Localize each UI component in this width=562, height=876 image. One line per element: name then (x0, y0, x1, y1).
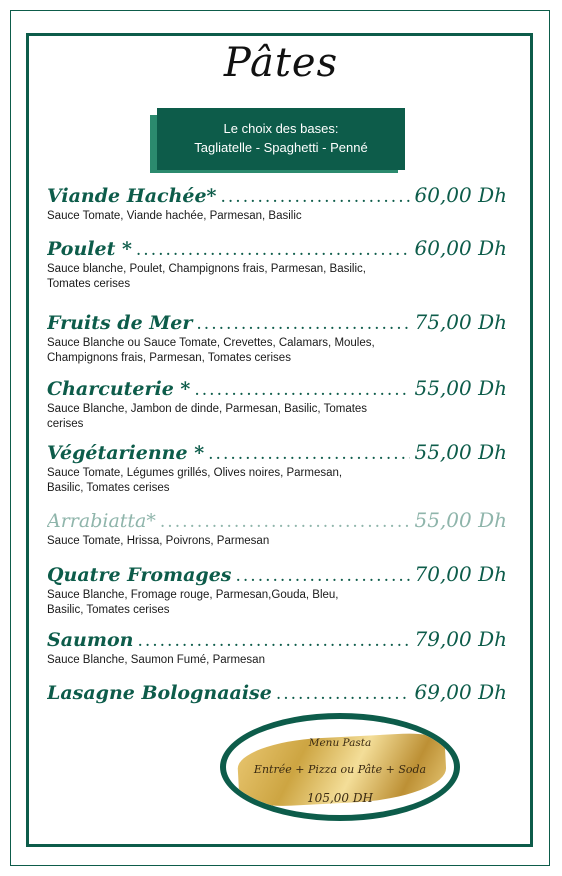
item-name: Fruits de Mer (47, 312, 193, 334)
menu-item (47, 508, 507, 549)
item-name: Charcuterie * (47, 378, 191, 400)
item-name: Saumon (47, 629, 134, 651)
item-price: 75,00 Dh (414, 310, 507, 334)
item-description: Sauce Tomate, Hrissa, Poivrons, Parmesan (47, 535, 270, 547)
menu-pasta-badge (220, 713, 460, 821)
menu-item (47, 627, 507, 668)
menu-item (47, 562, 507, 618)
item-price: 55,00 Dh (414, 376, 507, 400)
item-description: Sauce Blanche, Saumon Fumé, Parmesan (47, 654, 265, 666)
item-name: Poulet * (47, 238, 132, 260)
bases-line-1: Le choix des bases: (223, 121, 339, 136)
item-price: 70,00 Dh (414, 562, 507, 586)
menu-item (47, 376, 507, 432)
item-description: Sauce Blanche ou Sauce Tomate, Crevettes, Calamars, Moules, Champignons frais, Parmesan, Tomates cerises (47, 337, 375, 364)
item-price: 79,00 Dh (414, 627, 507, 651)
item-name: Quatre Fromages (47, 564, 232, 586)
menu-pasta-title: Menu Pasta (308, 737, 372, 749)
menu-pasta-price: 105,00 DH (307, 791, 373, 805)
page-title: Pâtes (223, 40, 339, 86)
leader-dots (194, 380, 410, 400)
item-description: Sauce Blanche, Jambon de dinde, Parmesan, Basilic, Tomates cerises (47, 403, 368, 430)
item-description: Sauce blanche, Poulet, Champignons frais, Parmesan, Basilic, Tomates cerises (47, 263, 366, 290)
bases-box (157, 108, 405, 170)
leader-dots (276, 684, 411, 704)
item-name: Arrabiatta* (47, 510, 156, 532)
menu-item (47, 310, 507, 366)
item-name: Végétarienne * (47, 442, 205, 464)
item-description: Sauce Tomate, Légumes grillés, Olives noires, Parmesan, Basilic, Tomates cerises (47, 467, 343, 494)
menu-item (47, 236, 507, 292)
item-price: 55,00 Dh (414, 440, 507, 464)
leader-dots (160, 512, 411, 532)
menu-pasta-line: Entrée + Pizza ou Pâte + Soda (253, 763, 427, 776)
item-name: Viande Hachée* (47, 185, 217, 207)
item-price: 60,00 Dh (414, 236, 507, 260)
leader-dots (196, 314, 410, 334)
menu-item (47, 183, 507, 224)
leader-dots (136, 240, 411, 260)
menu-item (47, 440, 507, 496)
leader-dots (221, 187, 411, 207)
leader-dots (236, 566, 411, 586)
item-description: Sauce Tomate, Viande hachée, Parmesan, Basilic (47, 210, 302, 222)
bases-line-2: Tagliatelle - Spaghetti - Penné (194, 140, 368, 155)
item-description: Sauce Blanche, Fromage rouge, Parmesan,Gouda, Bleu, Basilic, Tomates cerises (47, 589, 339, 616)
menu-item (47, 680, 507, 704)
item-price: 69,00 Dh (414, 680, 507, 704)
leader-dots (137, 631, 410, 651)
item-name: Lasagne Bolognaaise (47, 682, 272, 704)
item-price: 60,00 Dh (414, 183, 507, 207)
item-price: 55,00 Dh (414, 508, 507, 532)
leader-dots (208, 444, 410, 464)
